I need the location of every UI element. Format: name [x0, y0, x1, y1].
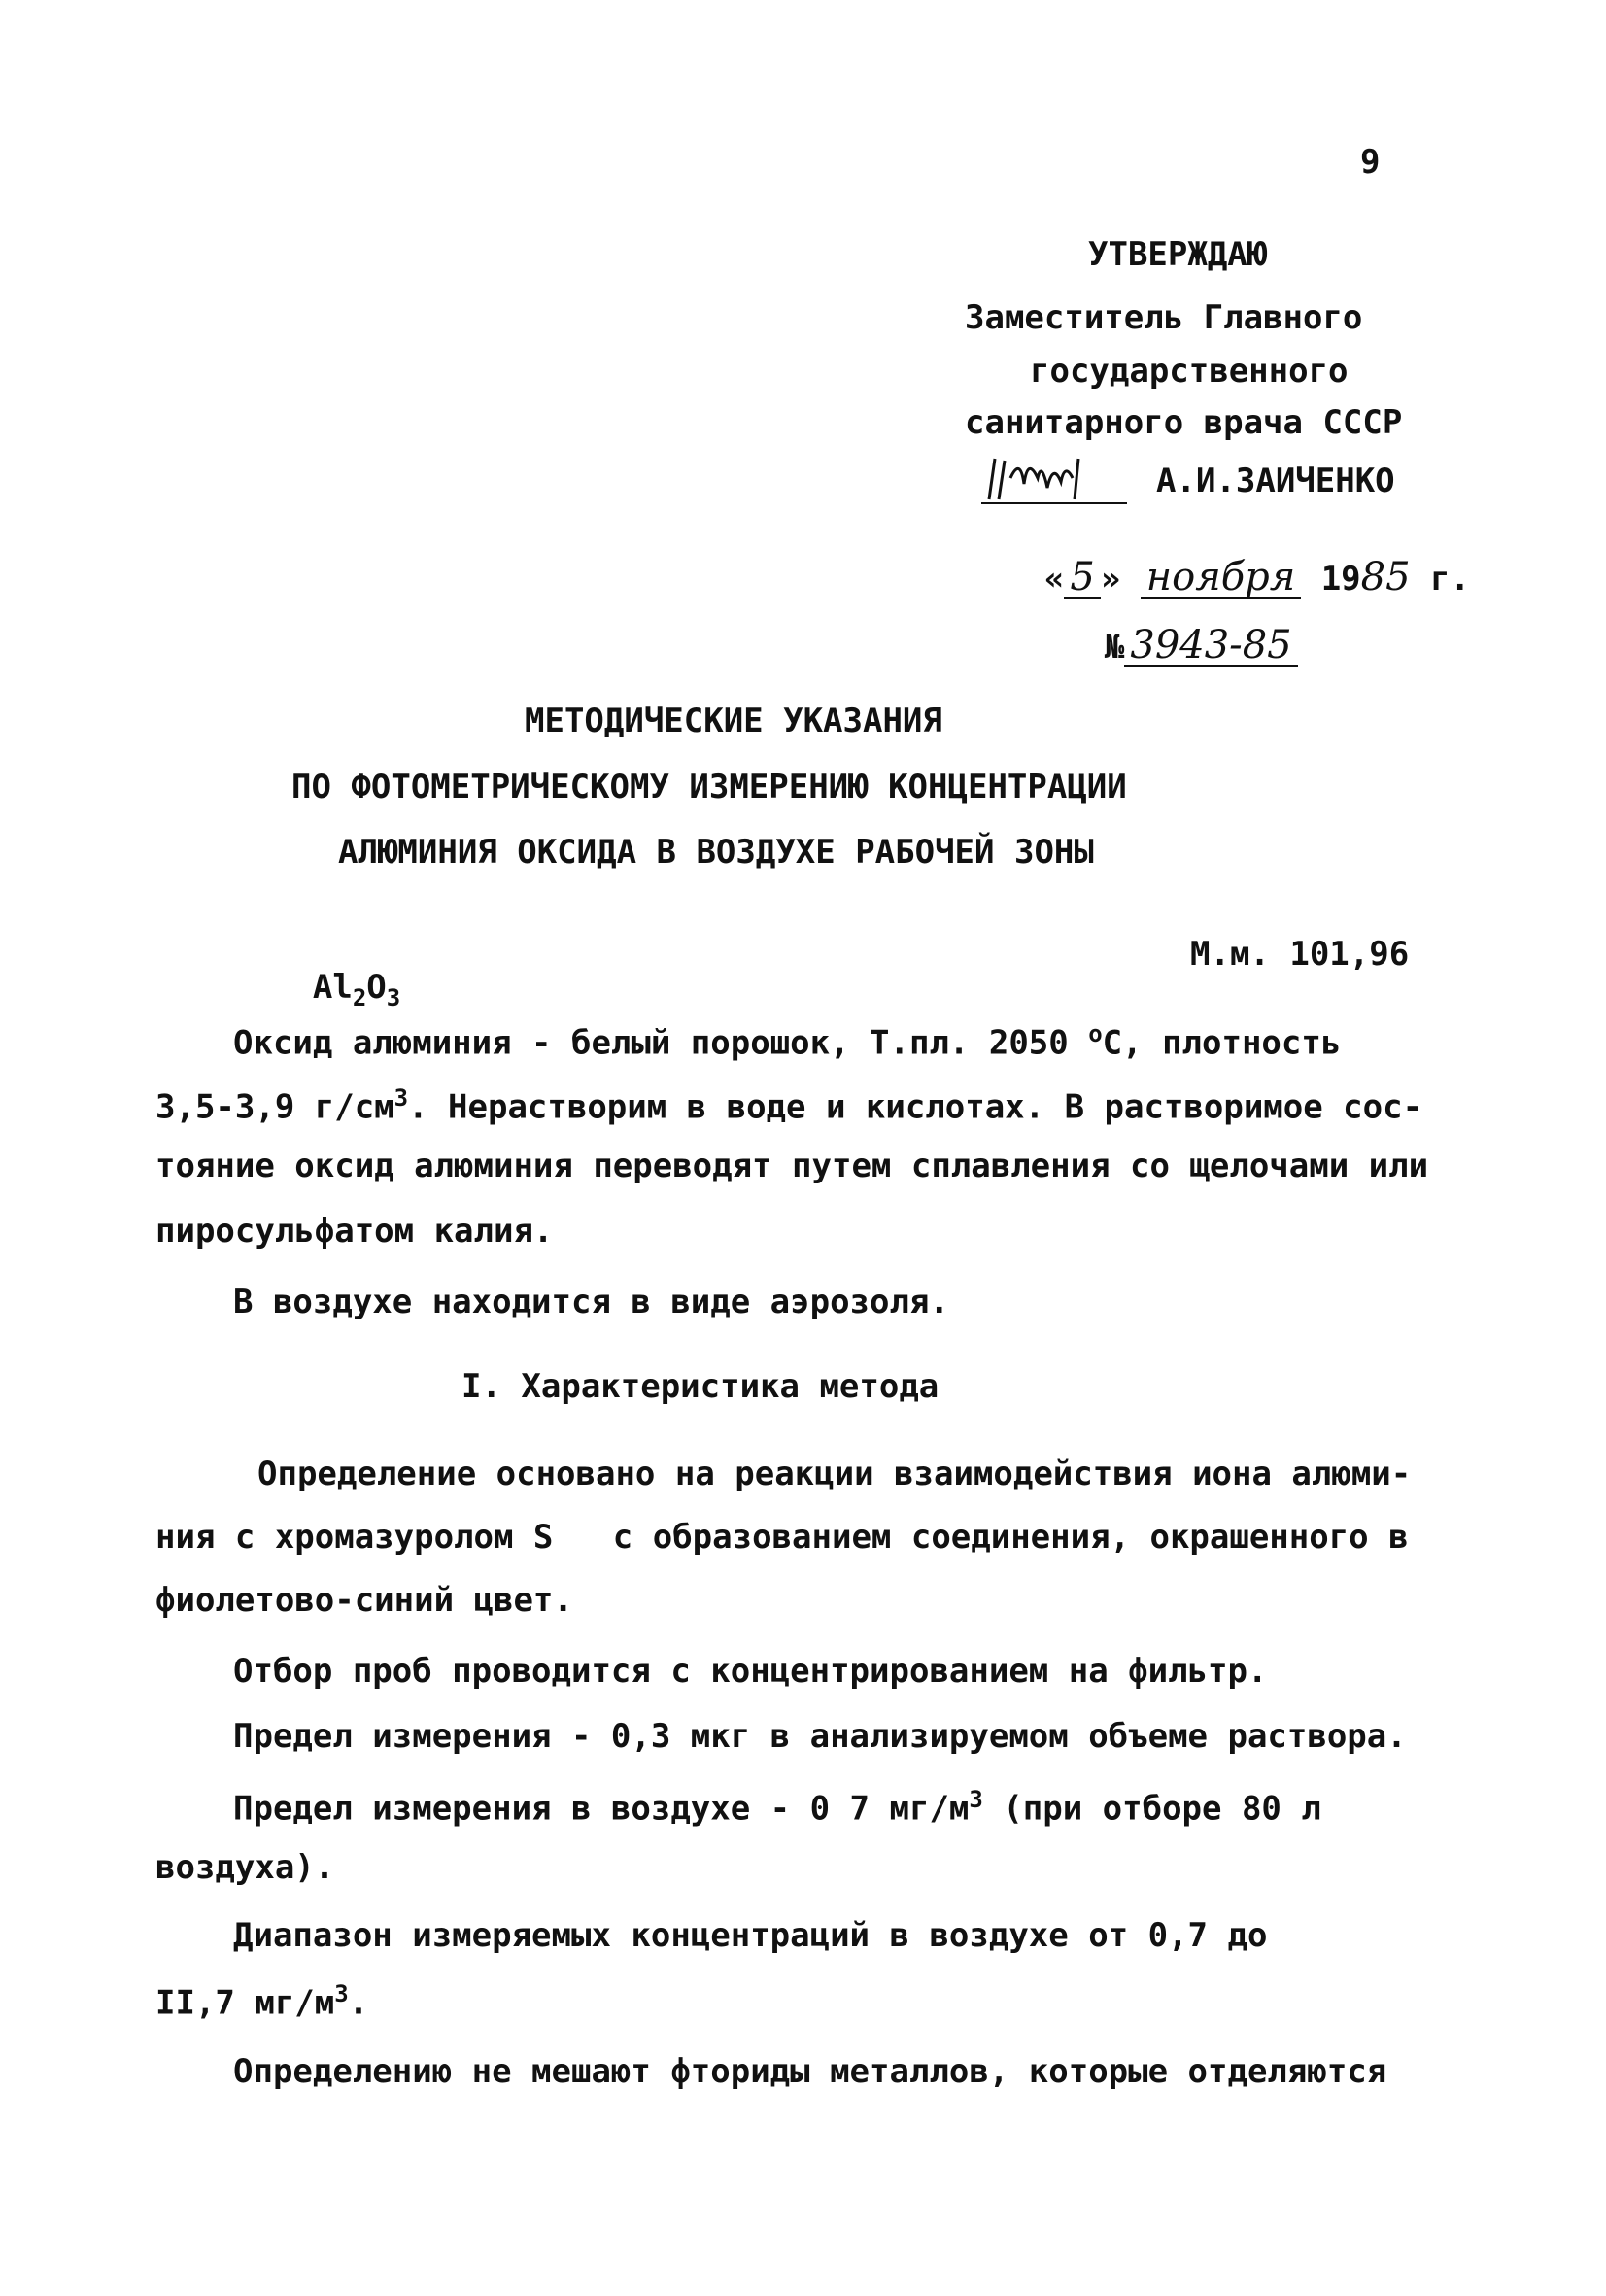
date-day: 5 — [1064, 558, 1100, 599]
section-1-heading: I. Характеристика метода — [461, 1367, 940, 1406]
paragraph-2: В воздухе находится в виде аэрозоля. — [233, 1283, 949, 1321]
handwritten-signature — [981, 449, 1127, 507]
section-1-p1-line-1: Определение основано на реакции взаимодействия иона алюми- — [257, 1455, 1412, 1493]
date-month: ноября — [1141, 558, 1301, 599]
approval-line-2: государственного — [1030, 352, 1349, 391]
paragraph-1-line-3: тояние оксид алюминия переводят путем сплавления со щелочами или — [155, 1147, 1429, 1185]
approval-line-3: санитарного врача СССР — [965, 403, 1403, 442]
date-open-quote: « — [1043, 560, 1065, 599]
paragraph-1-line-2: 3,5-3,9 $г/см^3$. Нерастворим в воде и кислотах. В растворимое сос- — [155, 1084, 1423, 1127]
date-year-printed: 19 — [1320, 560, 1361, 599]
page-number: 9 — [1360, 143, 1381, 182]
section-1-p5-line-2: II,7 $мг/м^3$. — [155, 1980, 369, 2023]
section-1-p4-line-1: Предел измерения в воздухе - 0 7 $мг/м^3$ (при отборе 80 л — [233, 1786, 1321, 1829]
section-1-p6: Определению не мешают фториды металлов, которые отделяются — [233, 2052, 1387, 2091]
approval-number — [1025, 593, 1298, 700]
title-line-1: МЕТОДИЧЕСКИЕ УКАЗАНИЯ — [525, 702, 942, 740]
number-prefix: № — [1104, 628, 1125, 667]
molar-mass: М.м. 101,96 — [1190, 935, 1410, 974]
section-1-p1-line-2: ния с хромазуролом S с образованием соединения, окрашенного в — [155, 1518, 1409, 1557]
date-year-handwritten: 85 — [1360, 555, 1411, 600]
title-line-2: ПО ФОТОМЕТРИЧЕСКОМУ ИЗМЕРЕНИЮ КОНЦЕНТРАЦИИ — [291, 768, 1127, 806]
chemical-formula: $Al_2O_3$ — [312, 968, 401, 1011]
approval-line-1: Заместитель Главного — [965, 298, 1363, 337]
date-suffix: г. — [1430, 560, 1470, 599]
signer-name: А.И.ЗАИЧЕНКО — [1156, 462, 1395, 500]
section-1-p1-line-3: фиолетово-синий цвет. — [155, 1581, 573, 1620]
date-close-quote: » — [1100, 560, 1121, 599]
paragraph-1-line-4: пиросульфатом калия. — [155, 1212, 554, 1251]
section-1-p4-line-2: воздуха). — [155, 1848, 335, 1887]
title-line-3: АЛЮМИНИЯ ОКСИДА В ВОЗДУХЕ РАБОЧЕЙ ЗОНЫ — [338, 833, 1094, 872]
paragraph-1-line-1: Оксид алюминия - белый порошок, Т.пл. 2050 $^о$С, плотность — [233, 1020, 1342, 1063]
number-handwritten: 3943-85 — [1124, 626, 1297, 667]
section-1-p3: Предел измерения - 0,3 мкг в анализируемом объеме раствора. — [233, 1717, 1407, 1756]
approval-heading: УТВЕРЖДАЮ — [1088, 235, 1268, 274]
section-1-p2: Отбор проб проводится с концентрированием на фильтр. — [233, 1652, 1268, 1691]
section-1-p5-line-1: Диапазон измеряемых концентраций в воздухе от 0,7 до — [233, 1916, 1268, 1955]
